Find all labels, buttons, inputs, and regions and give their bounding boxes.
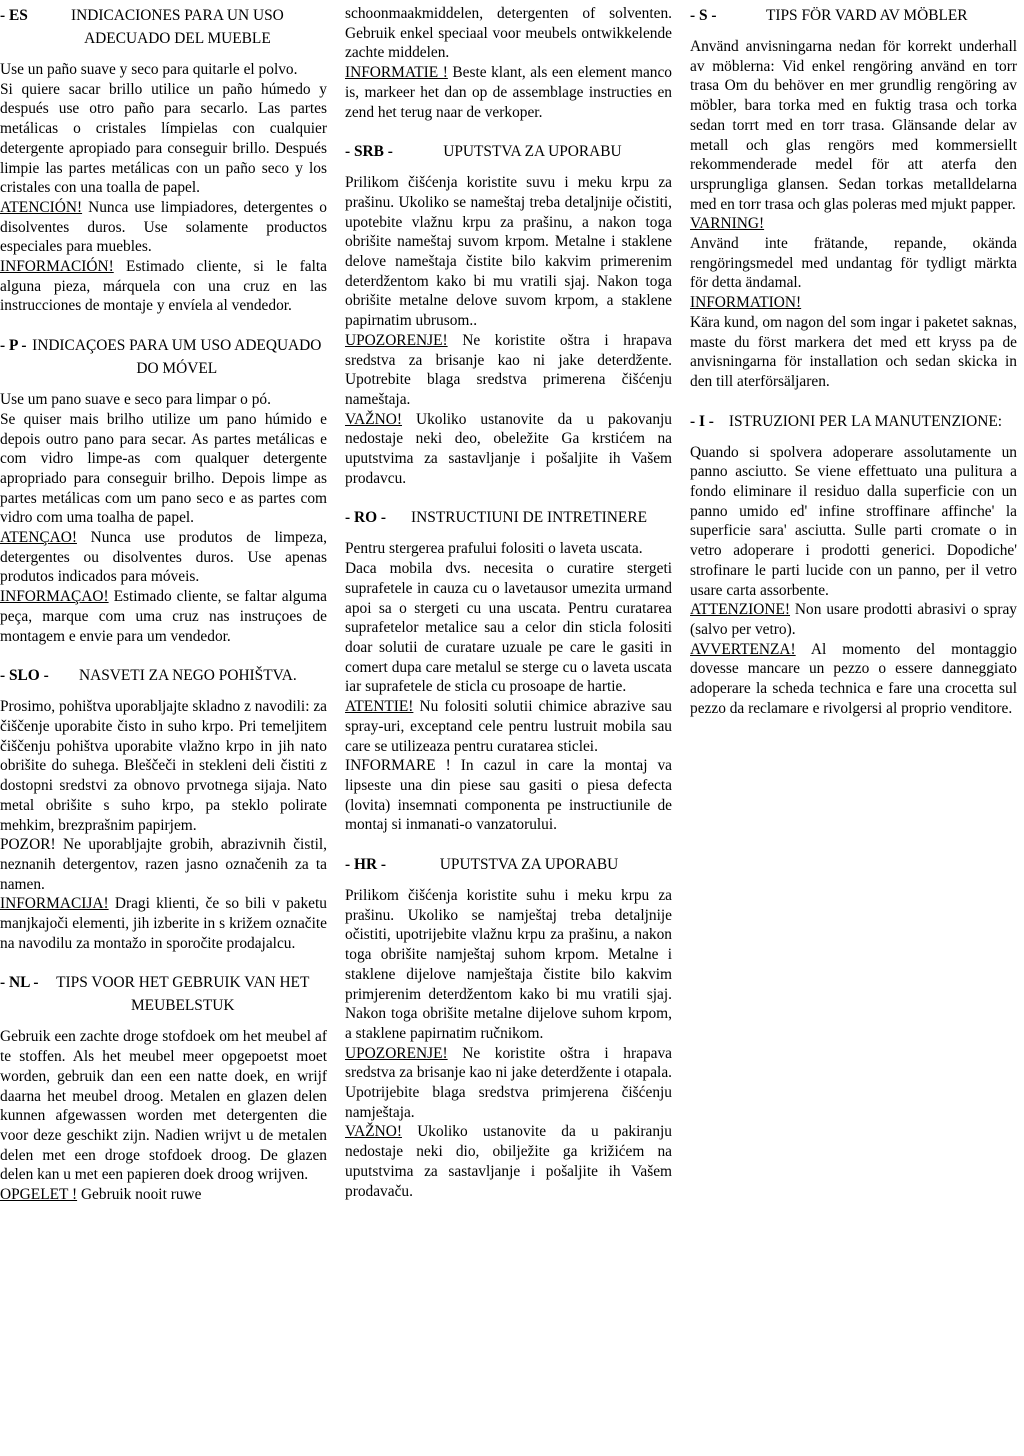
section-title: INDICAÇOES PARA UM USO ADEQUADO DO MÓVEL bbox=[32, 337, 322, 378]
paragraph bbox=[690, 214, 1017, 234]
warning-label: VAŽNO! bbox=[345, 1123, 402, 1141]
paragraph-text: Non usare prodotti abrasivi o spray (salvo per vetro). bbox=[690, 601, 1017, 638]
warning-label: AVVERTENZA! bbox=[690, 640, 796, 658]
section-heading bbox=[345, 853, 672, 876]
warning-label: UPOZORENJE! bbox=[345, 331, 448, 349]
language-code: - S - bbox=[690, 7, 717, 24]
warning-label: OPGELET ! bbox=[0, 1186, 78, 1204]
section-heading bbox=[0, 664, 327, 687]
paragraph bbox=[0, 894, 327, 953]
paragraph bbox=[345, 410, 672, 489]
section-title: NASVETI ZA NEGO POHIŠTVA. bbox=[78, 667, 297, 685]
language-code: - ES bbox=[0, 7, 28, 24]
warning-label: INFORMATIE ! bbox=[345, 64, 448, 82]
warning-label: INFORMATION! bbox=[690, 294, 802, 312]
warning-label: VARNING! bbox=[690, 215, 765, 233]
paragraph: schoonmaakmiddelen, detergenten of solventen. Gebruik enkel speciaal voor meubels ontwikkelende zachte middelen. bbox=[345, 5, 672, 62]
warning-label: INFORMACIJA! bbox=[0, 895, 109, 913]
paragraph bbox=[345, 63, 672, 122]
instruction-section bbox=[0, 664, 327, 953]
warning-label: ATENÇAO! bbox=[0, 529, 77, 547]
paragraph: Prilikom čišćenja koristite suvu i meku krpu za prašinu. Ukoliko se nameštaj treba detaljnije očistiti, upotebite vlažnu krpu za prašinu, a nakon toga obrišite nameštaj suvom krpom. Metalne i staklene delove nameštaja čistite bilo kakvim primerenim deterdžentom kako bi mu vratili sjaj. Nakon toga obrišite metalne delove suvom krpom, a staklene papirnatim ubrusom.. bbox=[345, 174, 672, 330]
paragraph bbox=[345, 1122, 672, 1201]
instruction-section bbox=[345, 506, 672, 835]
paragraph bbox=[690, 640, 1017, 719]
instruction-section bbox=[345, 140, 672, 488]
paragraph: Use um pano suave e seco para limpar o pó. bbox=[0, 391, 271, 409]
paragraph-text: Nunca use limpiadores, detergentes o disolventes duros. Use solamente productos especiales para muebles. bbox=[0, 198, 327, 256]
section-title: INDICACIONES PARA UN USO ADECUADO DEL MUEBLE bbox=[71, 7, 284, 47]
language-code: - SRB - bbox=[345, 143, 393, 161]
paragraph-text: Ne koristite oštra i hrapava sredstva za brisanje kao ni jake deterdžente i otapala. Upotrijebite blaga sredstva primjerena čišćenju namještaja. bbox=[345, 1044, 672, 1121]
section-title: ISTRUZIONI PER LA MANUTENZIONE: bbox=[728, 412, 1003, 430]
paragraph-text: Ne koristite oštra i hrapava sredstva za brisanje kao ni jake deterdžente. Upotrebite blaga sredstva primerena čišćenju nameštaja. bbox=[345, 331, 672, 408]
language-code: - SLO - bbox=[0, 667, 49, 685]
instruction-section bbox=[690, 410, 1017, 719]
paragraph-text: Al momento del montaggio dovesse mancare un pezzo o essere danneggiato adoperare la scheda technica e fare una crocetta sul pezzo da reclamare e rivolgersi al proprio venditore. bbox=[690, 640, 1017, 717]
language-code: - I - bbox=[690, 412, 714, 430]
warning-label: ATTENZIONE! bbox=[690, 601, 791, 619]
section-title: UPUTSTVA ZA UPORABU bbox=[439, 856, 619, 874]
section-heading bbox=[690, 4, 1017, 27]
paragraph-text: Estimado cliente, si le falta alguna pieza, márquela con una cruz en las instrucciones de montaje y envíela al vendedor. bbox=[0, 258, 327, 315]
paragraph bbox=[0, 528, 327, 587]
paragraph bbox=[690, 600, 1017, 639]
column-1 bbox=[0, 4, 327, 1454]
paragraph-text: Nu folositi solutii chimice abrazive sau spray-uri, exceptand cele pentru lustruit mobila sau care se utilizeaza pentru curatarea sticlei. bbox=[345, 698, 672, 755]
section-heading bbox=[690, 410, 1017, 433]
language-code: - HR - bbox=[345, 856, 387, 874]
paragraph: Använd inte frätande, repande, okända rengöringsmedel med undantag för tydligt märkta för detta ändamal. bbox=[690, 235, 1017, 292]
section-title: INSTRUCTIUNI DE INTRETINERE bbox=[411, 509, 647, 527]
instruction-section bbox=[345, 4, 672, 122]
paragraph: Si quiere sacar brillo utilice un paño húmedo y después use otro paño para secarlo. Las partes metálicas o cristales límpielas con cualquier detergente apropiado para conseguir brillo. Después limpie las partes metálicas con un paño seco y los cristales con una toalla de papel. bbox=[0, 80, 327, 197]
column-3 bbox=[690, 4, 1017, 1454]
paragraph-text: Estimado cliente, se faltar alguma peça, marque com uma cruz nas instruçoes de montagem e envie para um vendedor. bbox=[0, 588, 327, 645]
language-code: - NL - bbox=[0, 974, 39, 992]
section-title: TIPS FÖR VARD AV MÖBLER bbox=[765, 7, 968, 24]
warning-label: UPOZORENJE! bbox=[345, 1044, 448, 1062]
paragraph bbox=[345, 1044, 672, 1123]
paragraph-text: Nunca use produtos de limpeza, detergentes ou disolventes duros. Use apenas produtos indicados para móveis. bbox=[0, 529, 327, 586]
section-heading bbox=[0, 4, 327, 50]
paragraph: Pentru stergerea prafului folositi o laveta uscata. bbox=[345, 540, 643, 558]
paragraph-text: POZOR! Ne uporabljajte grobih, abrazivnih čistil, neznanih detergentov, razen jasno označenih za ta namen. bbox=[0, 836, 327, 893]
warning-label: ATENTIE! bbox=[345, 698, 414, 716]
paragraph bbox=[0, 1185, 327, 1205]
language-code: - P - bbox=[0, 337, 27, 355]
paragraph-text: Gebruik nooit ruwe bbox=[77, 1186, 202, 1204]
warning-label: VAŽNO! bbox=[345, 410, 402, 428]
language-code: - RO - bbox=[345, 509, 387, 527]
warning-label: INFORMAÇAO! bbox=[0, 588, 109, 606]
paragraph-text: INFORMARE ! In cazul in care la montaj va lipseste una din piese sau gasiti o piesa defecta (lovita) insemnati componenta pe instructiunile de montaj si inmanati-o vanzatorului. bbox=[345, 757, 672, 834]
warning-label: INFORMACIÓN! bbox=[0, 258, 114, 276]
column-2 bbox=[345, 4, 672, 1454]
section-title: UPUTSTVA ZA UPORABU bbox=[443, 143, 622, 161]
paragraph: Daca mobila dvs. necesita o curatire stergeti suprafetele in cauza cu o lavetausor umezita urmand apoi sa o stergeti cu una uscata. Pentru curatarea suprafetelor metalice sau a celor din sticla folositi doar solutii de curatare uzuale pe care le gasiti in comert dupa care metalul se sterge cu o laveta uscata iar suprafetele de sticla cu prosoape de hartie. bbox=[345, 560, 672, 696]
instruction-section bbox=[0, 4, 327, 316]
paragraph: Gebruik een zachte droge stofdoek om het meubel af te stoffen. Als het meubel meer opgepoetst moet worden, gebruik dan een een natte doek, en wrijf daarna het meubel droog. Metalen en glazen delen kunnen afgewassen worden met detergenten die voor deze geschikt zijn. Nadien wrijvt u de metalen delen met een droge stofdoek droog. De glazen delen kan u met een papieren doek droog wrijven. bbox=[0, 1028, 327, 1184]
paragraph: Quando si spolvera adoperare assolutamente un panno asciutto. Se viene effettuato una pulitura a fondo eliminare il residuo dalla superficie con un panno umido ed' infine stroffinare affinche' la superficie sara' asciutta. Sulle parti cromate o in vetro adoperare i prodotti generici. Dopodiche' strofinare le parti lucide con un panno, per il vetro usare carta assorbente. bbox=[690, 443, 1017, 599]
instruction-section bbox=[690, 4, 1017, 392]
paragraph: Kära kund, om nagon del som ingar i paketet saknas, maste du först markera det med ett kryss pa de anvisningarna för installation och sedan skicka in den till aterförsäljaren. bbox=[690, 313, 1017, 390]
section-heading bbox=[345, 506, 672, 529]
paragraph bbox=[0, 257, 327, 316]
section-heading bbox=[345, 140, 672, 163]
warning-label: ATENCIÓN! bbox=[0, 198, 83, 216]
paragraph bbox=[690, 293, 1017, 313]
paragraph bbox=[0, 198, 327, 257]
instruction-section bbox=[345, 853, 672, 1201]
paragraph: Se quiser mais brilho utilize um pano húmido e depois outro pano para secar. As partes metálicas e com vidro limpe-as com qualquer detergente apropriado para conseguir brilho. Depois limpe as partes metálicas com um pano seco e as partes com vidro com uma toalha de papel. bbox=[0, 410, 327, 527]
paragraph bbox=[0, 835, 327, 894]
section-heading bbox=[0, 334, 327, 380]
instruction-section bbox=[0, 334, 327, 646]
paragraph: Prilikom čišćenja koristite suhu i meku krpu za prašinu. Ukoliko se namještaj treba detaljnije očistiti, upotrijebite vlažnu krpu za prašinu, a nakon toga obrišite namještaj suhom krpom. Metalne i staklene dijelove namještaja čistite bilo kakvim primjerenim deterdžentom kako bi mu vratili sjaj. Nakon toga obrišite metalne dijelove suhom krpom, a staklene papirnatim ručnikom. bbox=[345, 887, 672, 1042]
paragraph: Använd anvisningarna nedan för korrekt underhall av möblerna: Vid enkel rengöring använd en torr trasa Om du behöver en mer grundlig rengöring av möbler, bara torka med en fuktig trasa och torka sedan torrt med en torr trasa. Glänsande delar av metall och glas rengörs med kommersiellt rekommenderade medel för att aterfa den ursprungliga glansen. Sedan torkas metalldelarna med en torr trasa och glas poleras med mjukt papper. bbox=[690, 38, 1017, 213]
paragraph-text: Beste klant, als een element manco is, markeer het dan op de assemblage instructies en zend het terug naar de verkoper. bbox=[345, 64, 672, 121]
paragraph-text: Ukoliko ustanovite da u pakiranju nedostaje neki dio, obilježite ga križićem na uputstvima za sastavljanje i pošaljite ih Vašem prodavaču. bbox=[345, 1123, 672, 1200]
paragraph bbox=[0, 587, 327, 646]
paragraph-text: Ukoliko ustanovite da u pakovanju nedostaje neki deo, obeležite Ga krstićem na uputstvima za sastavljanje i pošaljite ih Vašem prodavcu. bbox=[345, 410, 672, 487]
paragraph: Use un paño suave y seco para quitarle el polvo. bbox=[0, 61, 298, 78]
instruction-section bbox=[0, 971, 327, 1204]
paragraph: Prosimo, pohištva uporabljajte skladno z navodili: za čiščenje uporabite čisto in suho krpo. Pri temeljitem čiščenju pohištva uporabite vlažno krpo in jih nato obrišite do suhega. Bleščeči in stekleni deli čistiti z dostopni sredstvi za obnovo prvotnega sijaja. Nato metal obrišite s suho krpo, pa steklo polirate mehkim, brezprašnim papirjem. bbox=[0, 698, 327, 834]
paragraph bbox=[345, 697, 672, 756]
paragraph-text: Dragi klienti, če so bili v paketu manjkajoči elementi, jih izberite in s križem označite na navodilu za montažo in sporočite prodajalcu. bbox=[0, 895, 327, 952]
section-title: TIPS VOOR HET GEBRUIK VAN HET MEUBELSTUK bbox=[56, 974, 310, 1015]
paragraph bbox=[345, 756, 672, 835]
section-heading bbox=[0, 971, 327, 1017]
paragraph bbox=[345, 331, 672, 410]
